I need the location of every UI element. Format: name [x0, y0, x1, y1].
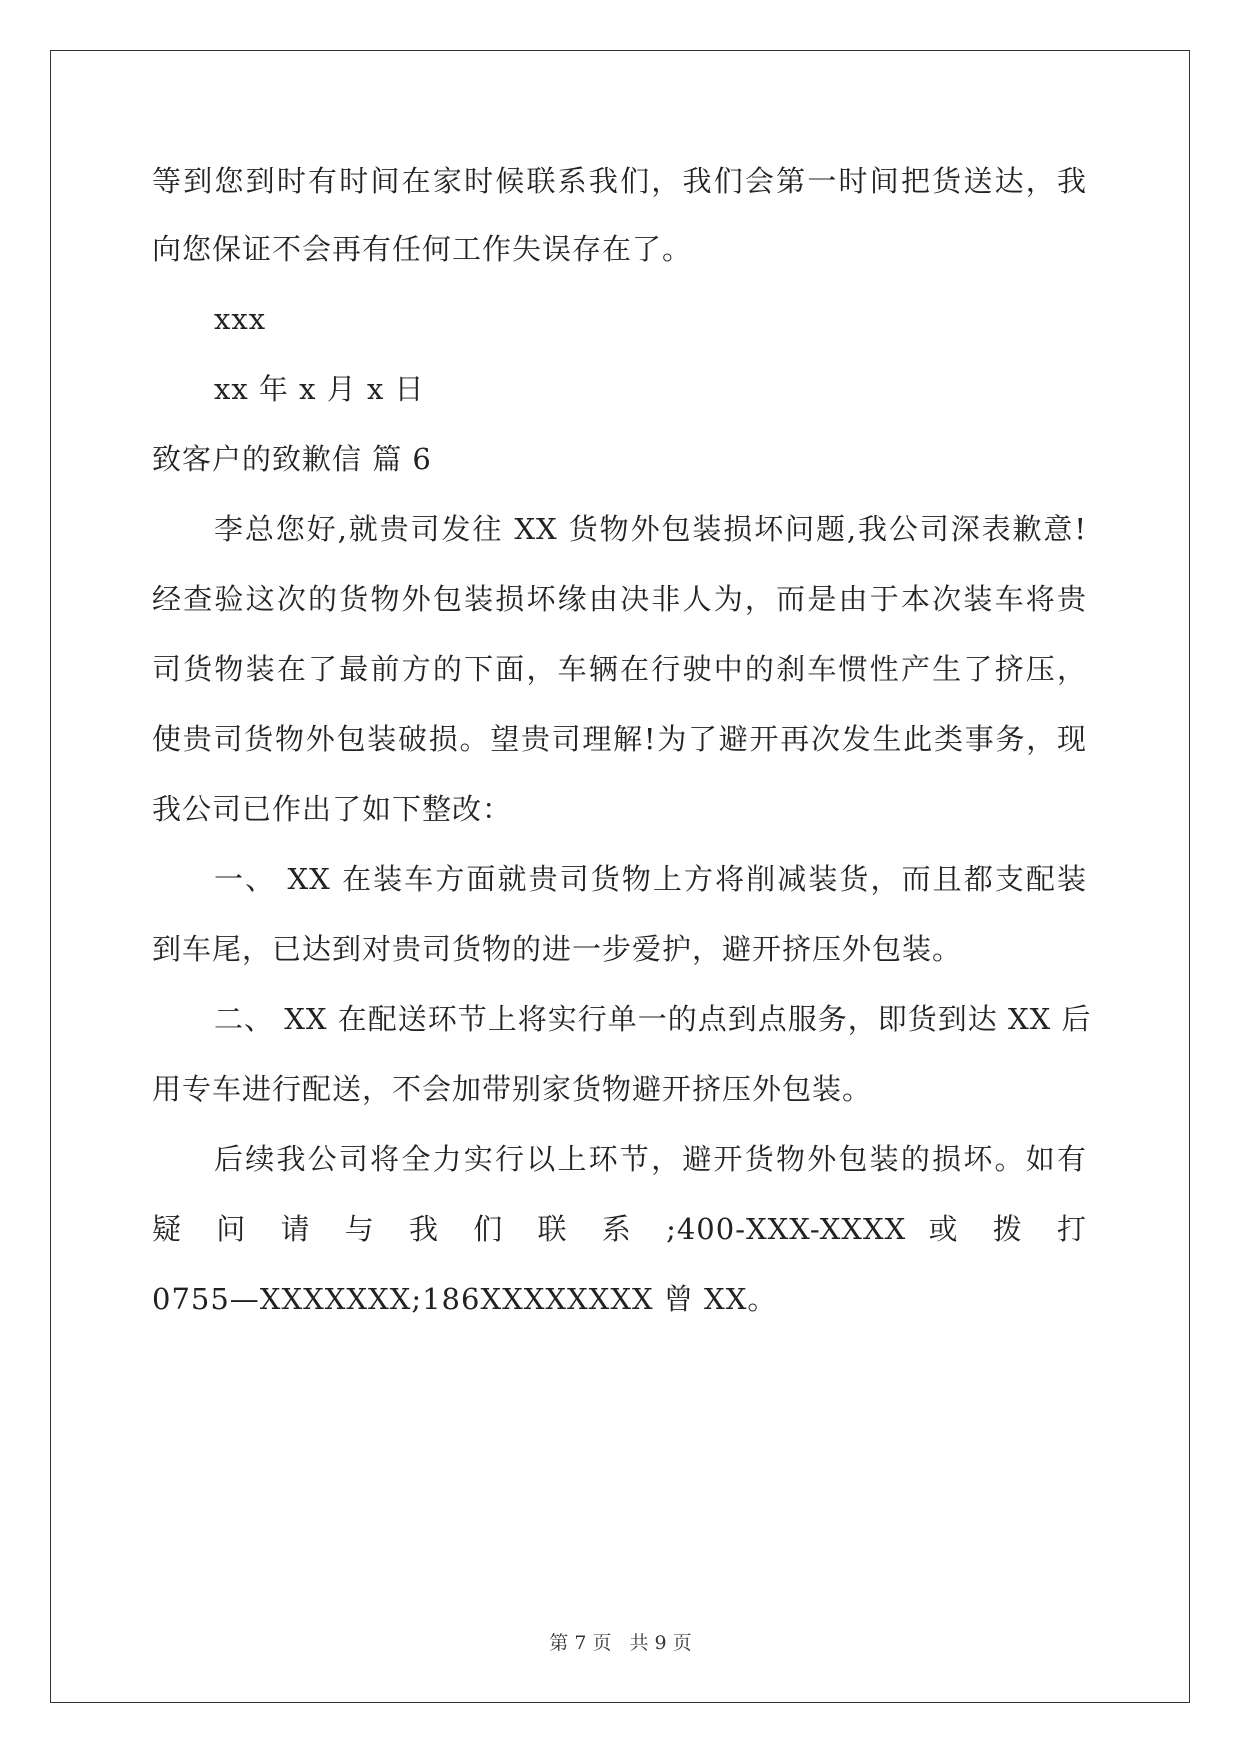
signature-date: xx 年 x 月 x 日: [214, 372, 425, 406]
text-line: 后续我公司将全力实行以上环节，避开货物外包装的损坏。如有: [214, 1142, 1087, 1176]
text-line: 二、 XX 在配送环节上将实行单一的点到点服务，即货到达 XX 后: [214, 1002, 1092, 1036]
text-line: 李总您好,就贵司发往 XX 货物外包装损坏问题,我公司深表歉意!: [214, 512, 1087, 546]
page-footer: [0, 1628, 1241, 1655]
section-heading: 致客户的致歉信 篇 6: [152, 442, 432, 476]
text-line: 等到您到时有时间在家时候联系我们，我们会第一时间把货送达，我: [152, 164, 1087, 198]
text-line: 一、 XX 在装车方面就贵司货物上方将削减装货，而且都支配装: [214, 862, 1087, 896]
text-line: 司货物装在了最前方的下面，车辆在行驶中的刹车惯性产生了挤压，: [152, 652, 1087, 686]
page-number-current: 第 7 页: [549, 1632, 612, 1654]
text-line: 我公司已作出了如下整改：: [152, 792, 513, 826]
text-line: 经查验这次的货物外包装损坏缘由决非人为，而是由于本次装车将贵: [152, 582, 1087, 616]
text-line: 0755—XXXXXXX;186XXXXXXXX 曾 XX。: [152, 1282, 778, 1316]
text-line: 使贵司货物外包装破损。望贵司理解!为了避开再次发生此类事务，现: [152, 722, 1087, 756]
signature-name: xxx: [214, 302, 267, 336]
text-line: 用专车进行配送，不会加带别家货物避开挤压外包装。: [152, 1072, 873, 1106]
page-number-total: 共 9 页: [629, 1632, 692, 1654]
text-line: 疑 问 请 与 我 们 联 系 ;400-XXX-XXXX 或 拨 打: [152, 1212, 1087, 1246]
text-line: 向您保证不会再有任何工作失误存在了。: [152, 232, 693, 266]
text-line: 到车尾，已达到对贵司货物的进一步爱护，避开挤压外包装。: [152, 932, 963, 966]
